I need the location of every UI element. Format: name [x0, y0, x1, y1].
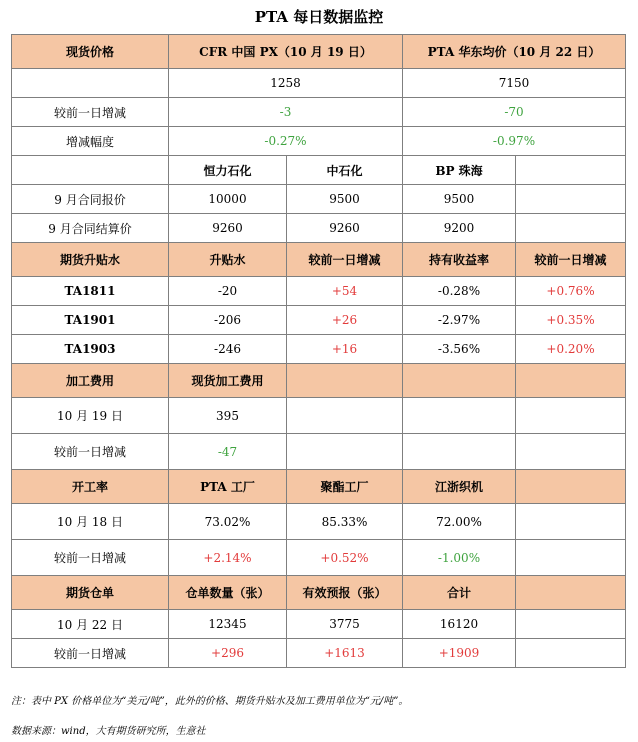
operating-date: 10 月 18 日	[12, 504, 169, 540]
processing-value-row	[12, 398, 626, 434]
processing-empty-cell	[287, 364, 403, 398]
warehouse-forecast-change: +1613	[287, 639, 403, 668]
warehouse-forecast: 3775	[287, 610, 403, 639]
spot-price-label	[12, 69, 169, 98]
warehouse-change-label: 较前一日增减	[12, 639, 169, 668]
processing-empty-cell	[403, 364, 516, 398]
warehouse-empty-cell	[516, 639, 626, 668]
spot-px-header: CFR 中国 PX（10 月 19 日）	[169, 35, 403, 69]
operating-section-label: 开工率	[12, 470, 169, 504]
futures-yield: -2.97%	[403, 306, 516, 335]
spot-pta-pct: -0.97%	[403, 127, 626, 156]
warehouse-quantity-change: +296	[169, 639, 287, 668]
futures-yield-change-header: 较前一日增减	[516, 243, 626, 277]
contract-settle-label: 9 月合同结算价	[12, 214, 169, 243]
operating-empty-cell	[516, 470, 626, 504]
contract-settle-hengli: 9260	[169, 214, 287, 243]
contract-bp-header: BP 珠海	[403, 156, 516, 185]
unit-note: 注：表中 PX 价格单位为“美元/吨”，此外的价格、期货升贴水及加工费用单位为“元/吨”。	[11, 696, 409, 707]
operating-value-row	[12, 504, 626, 540]
contract-quote-bp: 9500	[403, 185, 516, 214]
contract-settle-sinopec: 9260	[287, 214, 403, 243]
contract-settle-bp: 9200	[403, 214, 516, 243]
contract-quote-label: 9 月合同报价	[12, 185, 169, 214]
spot-pct-row	[12, 127, 626, 156]
processing-value: 395	[169, 398, 287, 434]
warehouse-total-change: +1909	[403, 639, 516, 668]
warehouse-total-header: 合计	[403, 576, 516, 610]
warehouse-forecast-header: 有效预报（张）	[287, 576, 403, 610]
processing-change: -47	[169, 434, 287, 470]
futures-basis-change: +16	[287, 335, 403, 364]
futures-basis-change: +54	[287, 277, 403, 306]
futures-contract-name: TA1811	[12, 277, 169, 306]
warehouse-value-row	[12, 610, 626, 639]
operating-empty-cell	[516, 504, 626, 540]
warehouse-change-row	[12, 639, 626, 668]
warehouse-header-row	[12, 576, 626, 610]
operating-change-row	[12, 540, 626, 576]
operating-loom-value: 72.00%	[403, 504, 516, 540]
futures-row	[12, 277, 626, 306]
operating-polyester-value: 85.33%	[287, 504, 403, 540]
futures-yield-change: +0.20%	[516, 335, 626, 364]
operating-polyester-header: 聚酯工厂	[287, 470, 403, 504]
contract-sinopec-header: 中石化	[287, 156, 403, 185]
processing-change-row	[12, 434, 626, 470]
futures-row	[12, 335, 626, 364]
futures-contract-name: TA1903	[12, 335, 169, 364]
futures-basis: -206	[169, 306, 287, 335]
warehouse-total: 16120	[403, 610, 516, 639]
processing-empty-cell	[287, 434, 403, 470]
processing-empty-cell	[287, 398, 403, 434]
spot-price-row	[12, 69, 626, 98]
operating-polyester-change: +0.52%	[287, 540, 403, 576]
contract-quote-row	[12, 185, 626, 214]
futures-basis: -246	[169, 335, 287, 364]
futures-basis-header: 升贴水	[169, 243, 287, 277]
contract-quote-hengli: 10000	[169, 185, 287, 214]
processing-header-row	[12, 364, 626, 398]
futures-basis-change-header: 较前一日增减	[287, 243, 403, 277]
processing-spot-header: 现货加工费用	[169, 364, 287, 398]
operating-header-row	[12, 470, 626, 504]
contract-corner	[12, 156, 169, 185]
warehouse-date: 10 月 22 日	[12, 610, 169, 639]
spot-pta-change: -70	[403, 98, 626, 127]
contract-empty-cell	[516, 156, 626, 185]
warehouse-empty-cell	[516, 576, 626, 610]
warehouse-quantity-header: 仓单数量（张）	[169, 576, 287, 610]
operating-loom-header: 江浙织机	[403, 470, 516, 504]
spot-header-row	[12, 35, 626, 69]
contract-hengli-header: 恒力石化	[169, 156, 287, 185]
data-source: 数据来源：wind，大有期货研究所，生意社	[11, 726, 206, 737]
futures-yield-change: +0.35%	[516, 306, 626, 335]
processing-empty-cell	[516, 364, 626, 398]
operating-empty-cell	[516, 540, 626, 576]
spot-px-price: 1258	[169, 69, 403, 98]
contract-settle-row	[12, 214, 626, 243]
page-title: PTA 每日数据监控	[254, 8, 384, 26]
operating-pta-change: +2.14%	[169, 540, 287, 576]
spot-px-change: -3	[169, 98, 403, 127]
processing-change-label: 较前一日增减	[12, 434, 169, 470]
futures-row	[12, 306, 626, 335]
processing-empty-cell	[403, 434, 516, 470]
spot-px-pct: -0.27%	[169, 127, 403, 156]
processing-date: 10 月 19 日	[12, 398, 169, 434]
contract-empty-cell	[516, 214, 626, 243]
spot-change-row	[12, 98, 626, 127]
futures-yield: -0.28%	[403, 277, 516, 306]
futures-yield-change: +0.76%	[516, 277, 626, 306]
processing-section-label: 加工费用	[12, 364, 169, 398]
spot-pta-price: 7150	[403, 69, 626, 98]
futures-basis-change: +26	[287, 306, 403, 335]
operating-pta-header: PTA 工厂	[169, 470, 287, 504]
warehouse-empty-cell	[516, 610, 626, 639]
contract-quote-sinopec: 9500	[287, 185, 403, 214]
contract-header-row	[12, 156, 626, 185]
futures-yield-header: 持有收益率	[403, 243, 516, 277]
warehouse-quantity: 12345	[169, 610, 287, 639]
spot-change-label: 较前一日增减	[12, 98, 169, 127]
warehouse-section-label: 期货仓单	[12, 576, 169, 610]
pta-data-table	[11, 34, 626, 668]
spot-section-label: 现货价格	[12, 35, 169, 69]
spot-pct-label: 增减幅度	[12, 127, 169, 156]
operating-pta-value: 73.02%	[169, 504, 287, 540]
processing-empty-cell	[403, 398, 516, 434]
futures-basis: -20	[169, 277, 287, 306]
futures-header-row	[12, 243, 626, 277]
futures-section-label: 期货升贴水	[12, 243, 169, 277]
futures-yield: -3.56%	[403, 335, 516, 364]
spot-pta-header: PTA 华东均价（10 月 22 日）	[403, 35, 626, 69]
processing-empty-cell	[516, 434, 626, 470]
processing-empty-cell	[516, 398, 626, 434]
futures-contract-name: TA1901	[12, 306, 169, 335]
contract-empty-cell	[516, 185, 626, 214]
operating-loom-change: -1.00%	[403, 540, 516, 576]
operating-change-label: 较前一日增减	[12, 540, 169, 576]
